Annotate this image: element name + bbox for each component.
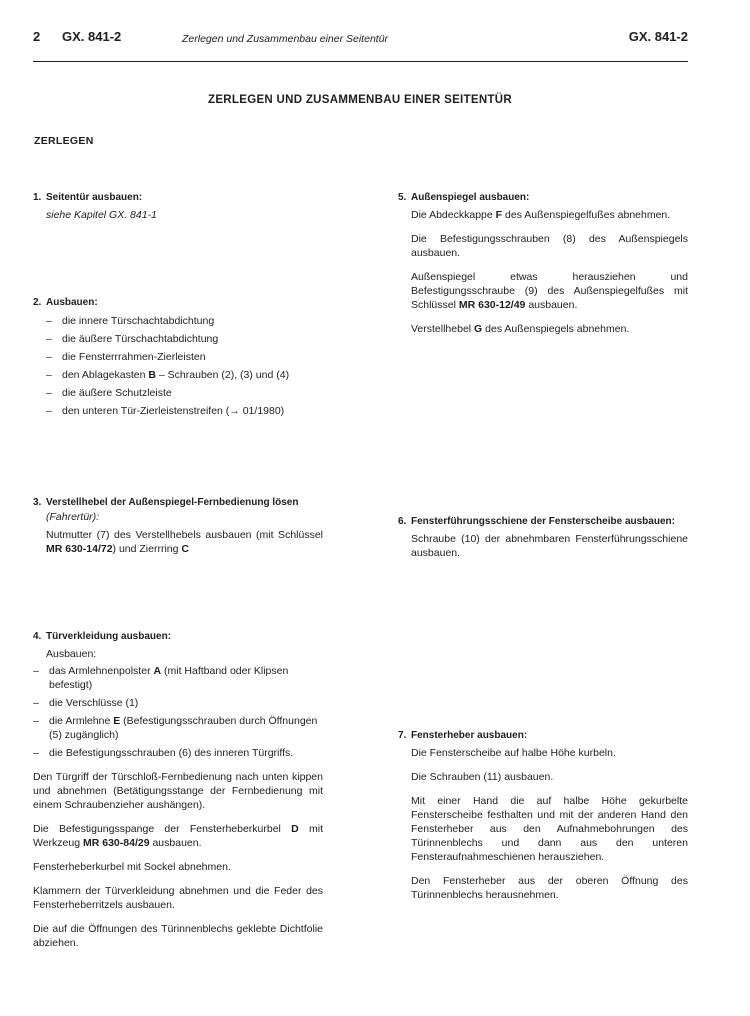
section-number: 7.	[398, 730, 407, 741]
paragraph: Die Fensterscheibe auf halbe Höhe kurbeln.	[411, 747, 616, 759]
list-item: – den unteren Tür-Zierleistenstreifen (→ 01/1980)	[46, 404, 323, 418]
paragraph: Die Befestigungsschrauben (8) des Außenspiegels ausbauen.	[411, 233, 688, 259]
section-text: Nutmutter (7) des Verstellhebels ausbauen (mit Schlüssel MR 630-14/72) und Zierrring C	[46, 529, 323, 555]
section-3	[33, 496, 323, 556]
list-item: – die Armlehne E (Befestigungsschrauben durch Öffnungen (5) zugänglich)	[33, 714, 323, 742]
paragraph: Fensterheberkurbel mit Sockel abnehmen.	[33, 861, 231, 873]
section-2	[33, 296, 323, 422]
page-number: 2	[33, 29, 41, 44]
section-6	[398, 515, 688, 560]
section-heading: Fensterführungsschiene der Fensterscheibe ausbauen:	[411, 516, 675, 527]
paragraph: Die Schrauben (11) ausbauen.	[411, 771, 554, 783]
section-4	[33, 630, 323, 950]
section-number: 5.	[398, 192, 407, 203]
paragraph: Den Fensterheber aus der oberen Öffnung des Türinnenblechs herausnehmen.	[411, 875, 688, 901]
section-note: (Fahrertür):	[46, 511, 100, 523]
document-code-right: GX. 841-2	[628, 29, 688, 44]
section-number: 6.	[398, 516, 407, 527]
section-note: siehe Kapitel GX. 841-1	[46, 209, 157, 221]
running-header-title: Zerlegen und Zusammenbau einer Seitentür	[182, 33, 389, 45]
section-5	[398, 191, 688, 336]
document-code-left: GX. 841-2	[62, 29, 122, 44]
list-item: – den Ablagekasten B – Schrauben (2), (3) und (4)	[46, 368, 323, 382]
section-7	[398, 729, 688, 902]
list-item: – die äußere Schutzleiste	[46, 386, 323, 400]
paragraph: Den Türgriff der Türschloß-Fernbedienung nach unten kippen und abnehmen (Betätigungsstange der Fernbedienung mit einem Schraubenzieher aushängen).	[33, 771, 323, 811]
section-text: Schraube (10) der abnehmbaren Fensterführungsschiene ausbauen.	[411, 533, 688, 559]
list-item: – die innere Türschachtabdichtung	[46, 314, 323, 328]
section-number: 4.	[33, 631, 42, 642]
header-rule	[33, 61, 688, 62]
paragraph: Klammern der Türverkleidung abnehmen und die Feder des Fensterheberritzels ausbauen.	[33, 885, 323, 911]
section-heading: Ausbauen:	[46, 297, 98, 308]
section-number: 3.	[33, 497, 42, 508]
list-item: – die Fensterrrahmen-Zierleisten	[46, 350, 323, 364]
section-number: 1.	[33, 192, 42, 203]
section-number: 2.	[33, 297, 42, 308]
section-heading: Außenspiegel ausbauen:	[411, 192, 530, 203]
list-item: – das Armlehnenpolster A (mit Haftband oder Klipsen befestigt)	[33, 664, 323, 692]
section-heading: Verstellhebel der Außenspiegel-Fernbedienung lösen	[46, 497, 299, 508]
list-item: – die Befestigungsschrauben (6) des inneren Türgriffs.	[33, 746, 323, 760]
section-intro: Ausbauen:	[46, 648, 97, 660]
list-item: – die äußere Türschachtabdichtung	[46, 332, 323, 346]
list-item: – die Verschlüsse (1)	[33, 696, 323, 710]
paragraph: Verstellhebel G des Außenspiegels abnehmen.	[411, 323, 630, 335]
page-title: ZERLEGEN UND ZUSAMMENBAU EINER SEITENTÜR	[208, 94, 512, 106]
section-heading: Seitentür ausbauen:	[46, 192, 143, 203]
paragraph: Mit einer Hand die auf halbe Höhe gekurbelte Fensterscheibe festhalten und mit der anderen Hand den Fensterheber aus den Aufnahmebohrungen des Türinnenblechs und dann aus den unteren Fensteraufnahmeschienen herausziehen.	[411, 795, 688, 863]
section-subheading: ZERLEGEN	[34, 135, 94, 147]
paragraph: Die Befestigungsspange der Fensterheberkurbel D mit Werkzeug MR 630-84/29 ausbauen.	[33, 823, 323, 849]
section-1	[33, 191, 323, 222]
section-heading: Türverkleidung ausbauen:	[46, 631, 172, 642]
paragraph: Außenspiegel etwas herausziehen und Befestigungsschraube (9) des Außenspiegelfußes mit Schlüssel MR 630-12/49 ausbauen.	[411, 271, 688, 311]
paragraph: Die Abdeckkappe F des Außenspiegelfußes abnehmen.	[411, 209, 671, 221]
section-heading: Fensterheber ausbauen:	[411, 730, 528, 741]
paragraph: Die auf die Öffnungen des Türinnenblechs geklebte Dichtfolie abziehen.	[33, 923, 323, 949]
